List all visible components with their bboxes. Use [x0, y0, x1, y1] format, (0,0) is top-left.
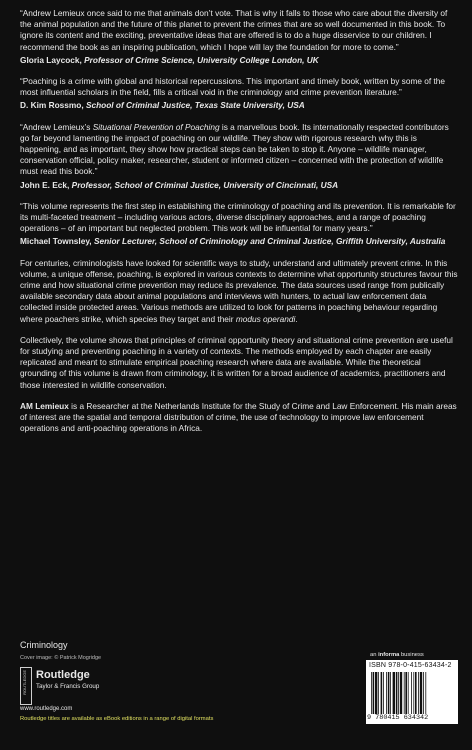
text-column [20, 8, 458, 435]
publisher-name: Routledge [36, 669, 90, 681]
review-3 [20, 122, 458, 191]
review-attribution [20, 55, 458, 66]
paragraph-text: For centuries, criminologists have looked for scientific ways to study, understand and ultimately prevent crime. In this volume, a unique offense, poaching, is explored in various contexts to determine what opportunity structures favour this crime and how situational crime prevention may reduce its prevalence. The data sources used range from publically available secondary data about animal populations and interviews with hunters, to actual law enforcement data collected inside protected areas. Various methods are utilized to look for patterns in poaching behaviour regarding where poachers strike, which species they target and their [20, 257, 458, 324]
author-name: AM Lemieux [20, 400, 69, 411]
review-4 [20, 201, 458, 248]
author-bio [20, 401, 458, 435]
isbn-block [366, 660, 458, 724]
review-quote [20, 122, 458, 178]
cover-credit: Cover image: © Patrick Mogridge [20, 655, 102, 661]
barcode-icon [370, 672, 454, 714]
tagline-text: business [399, 652, 424, 658]
reviewer-role: Professor, School of Criminal Justice, University of Cincinnati, USA [71, 179, 339, 190]
review-quote: “Poaching is a crime with global and historical repercussions. This important and timely book, written by some of the most influential scholars in the field, fills a critical void in the criminology and crime prevention literature.” [20, 76, 446, 98]
isbn-number: ISBN 978-0-415-63434-2 [369, 662, 452, 669]
quote-text: “Andrew Lemieux’s [20, 121, 93, 132]
reviewer-name: D. Kim Rossmo, [20, 100, 84, 111]
ebook-note: Routledge titles are available as eBook editions in a range of digital formats [20, 716, 214, 722]
reviewer-name: Gloria Laycock, [20, 54, 82, 65]
description-paragraph-2: Collectively, the volume shows that principles of criminal opportunity theory and situational crime prevention are useful for studying and preventing poaching in a variety of contexts. The methods employed by each chapter are easily replicated and meant to stimulate empirical poaching research where data are available. While the theoretical grounding of this volume is drawn from criminology, it is written for a broad audience of academics, practitioners and those interested in wildlife conservation. [20, 334, 453, 390]
logo-vertical-text: ROUTLEDGE [22, 670, 27, 695]
publisher-url: www.routledge.com [20, 706, 73, 712]
review-quote: “This volume represents the first step in establishing the criminology of poaching and its prevention. It is remarkable for its multi-faceted treatment – including various actors, diverse disciplinary approaches, and a range of poaching operations – of an important but neglected problem. This work will be influential for many years.” [20, 200, 456, 234]
reviewer-role: Professor of Crime Science, University College London, UK [84, 54, 319, 65]
book-title: Situational Prevention of Poaching [92, 121, 220, 132]
reviewer-role: School of Criminal Justice, Texas State University, USA [85, 100, 305, 111]
emphasis-text: modus operandi [235, 313, 296, 324]
review-2 [20, 76, 458, 112]
publisher-group: Taylor & Francis Group [36, 683, 100, 690]
review-attribution [20, 100, 458, 111]
barcode-digits: 9 780415 634342 [367, 714, 429, 722]
review-attribution [20, 180, 458, 191]
tagline-text: an [370, 652, 379, 658]
footer [0, 636, 472, 750]
paragraph-text: . [295, 313, 298, 324]
reviewer-name: John E. Eck, [20, 179, 70, 190]
subject-category: Criminology [20, 640, 68, 650]
reviewer-name: Michael Townsley, [20, 236, 92, 247]
description-paragraph-1 [20, 258, 458, 325]
review-1 [20, 8, 458, 66]
reviewer-role: Senior Lecturer, School of Criminology and Criminal Justice, Griffith University, Australia [93, 236, 446, 247]
routledge-logo-icon [20, 667, 32, 705]
review-quote: “Andrew Lemieux once said to me that animals don’t vote. That is why it falls to those who care about the diversity of the animal population and the future of this planet to prevent the crimes that are so well documented in this book. To ignore its content and the exciting, preventative ideas that are offered is to do a huge disservice to our children. I recommend the book as an inspiring publication, which I hope will lay the foundation for more to come.” [20, 8, 448, 52]
bio-text: is a Researcher at the Netherlands Institute for the Study of Crime and Law Enforcement. His main areas of interest are the spatial and temporal distribution of crime, the use of technology to improve law enforcement operations and anti-poaching operations in Africa. [20, 400, 457, 434]
informa-wordmark: informa [378, 652, 400, 658]
review-attribution [20, 236, 458, 247]
informa-tagline [370, 652, 424, 658]
quote-text: is a marvellous book. Its internationally respected contributors go far beyond lamenting the impact of poaching on our wildlife. They show with rigorous research why this is happening, and as important, they show how practical steps can be taken to stop it. Anyone – wildlife manager, conservation official, policy maker, researcher, student or informed citizen – concerned with the protection of wildlife must read this book.” [20, 121, 449, 177]
